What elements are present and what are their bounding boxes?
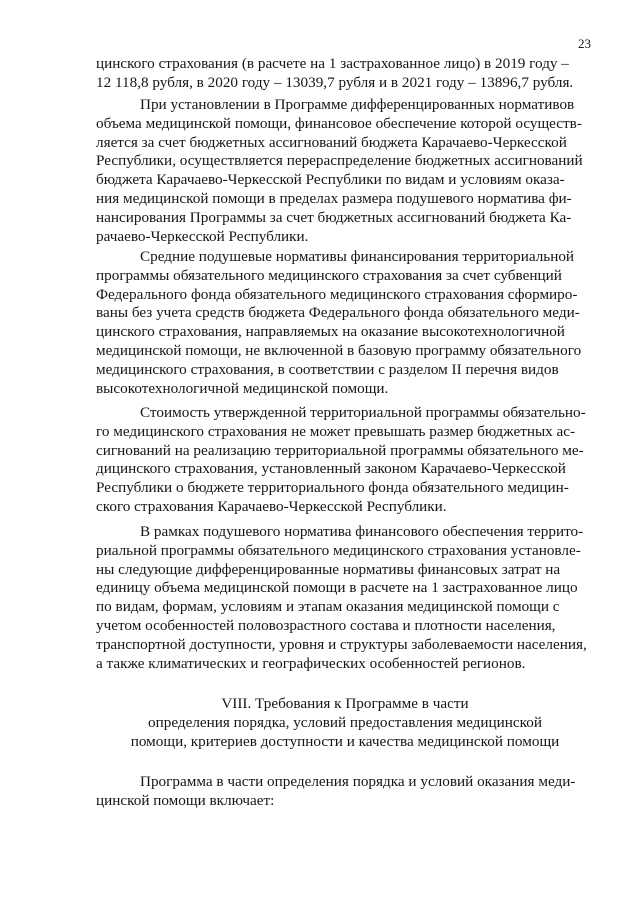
- paragraph-continuation: [96, 55, 594, 93]
- text-line: риальной программы обязательного медицинского страхования установле-: [96, 541, 581, 559]
- text-line: рачаево-Черкесской Республики.: [96, 227, 309, 245]
- text-line: транспортной доступности, уровня и структуры заболеваемости населения,: [96, 635, 587, 653]
- text-line: В рамках подушевого норматива финансового обеспечения террито-: [140, 523, 584, 540]
- text-line: нансирования Программы за счет бюджетных ассигнований бюджета Ка-: [96, 208, 572, 226]
- text-line: сигнований на реализацию территориальной программы обязательного ме-: [96, 441, 584, 459]
- text-line: объема медицинской помощи, финансовое обеспечение которой осуществ-: [96, 114, 582, 132]
- text-line: высокотехнологичной медицинской помощи.: [96, 379, 389, 397]
- text-line: программы обязательного медицинского страхования за счет субвенций: [96, 266, 562, 284]
- text-line: ляется за счет бюджетных ассигнований бюджета Карачаево-Черкесской: [96, 133, 567, 151]
- text-line: единицу объема медицинской помощи в расчете на 1 застрахованное лицо: [96, 579, 578, 597]
- paragraph-per-capita-norms: [96, 248, 594, 398]
- text-line: Стоимость утвержденной территориальной программы обязательно-: [140, 404, 586, 421]
- text-line: а также климатических и географических особенностей регионов.: [96, 654, 526, 672]
- paragraph-differentiated-norms: [96, 523, 594, 673]
- text-line: цинского страхования, направляемых на оказание высокотехнологичной: [96, 323, 565, 341]
- text-line: го медицинского страхования не может превышать размер бюджетных ас-: [96, 422, 576, 440]
- text-line: Федерального фонда обязательного медицинского страхования сформиро-: [96, 285, 578, 303]
- paragraph-program-includes: [96, 773, 594, 811]
- text-line: медицинской помощи, не включенной в базовую программу обязательного: [96, 341, 582, 359]
- text-line: медицинского страхования, в соответствии с разделом II перечня видов: [96, 360, 559, 378]
- page-number: 23: [578, 36, 591, 51]
- text-line: Республики о бюджете территориального фонда обязательного медицин-: [96, 479, 569, 497]
- text-line: ского страхования Карачаево-Черкесской Республики.: [96, 497, 447, 515]
- section-heading: [96, 695, 594, 751]
- text-line: 12 118,8 рубля, в 2020 году – 13039,7 рубля и в 2021 году – 13896,7 рубля.: [96, 73, 574, 91]
- text-line: Республики, осуществляется перераспределение бюджетных ассигнований: [96, 152, 583, 170]
- text-line: При установлении в Программе дифференцированных нормативов: [140, 96, 575, 113]
- text-line: ваны без учета средств бюджета Федерального фонда обязательного меди-: [96, 304, 580, 322]
- heading-line: помощи, критериев доступности и качества медицинской помощи: [130, 732, 560, 750]
- text-line: Средние подушевые нормативы финансирования территориальной: [140, 248, 575, 265]
- heading-line: определения порядка, условий предоставления медицинской: [148, 713, 542, 731]
- text-line: цинского страхования (в расчете на 1 застрахованное лицо) в 2019 году –: [96, 55, 569, 72]
- heading-line: VIII. Требования к Программе в части: [221, 695, 469, 712]
- text-line: ния медицинской помощи в пределах размера подушевого норматива фи-: [96, 189, 572, 207]
- text-line: бюджета Карачаево-Черкесской Республики по видам и условиям оказа-: [96, 171, 565, 189]
- text-line: учетом особенностей половозрастного состава и плотности населения,: [96, 616, 556, 634]
- text-line: дицинского страхования, установленный законом Карачаево-Черкесской: [96, 460, 566, 478]
- text-line: цинской помощи включает:: [96, 791, 275, 809]
- text-line: Программа в части определения порядка и условий оказания меди-: [140, 773, 576, 790]
- paragraph-budget-redistribution: [96, 96, 594, 246]
- text-line: по видам, формам, условиям и этапам оказания медицинской помощи с: [96, 598, 560, 616]
- paragraph-program-cost: [96, 404, 594, 517]
- text-line: ны следующие дифференцированные нормативы финансовых затрат на: [96, 560, 561, 578]
